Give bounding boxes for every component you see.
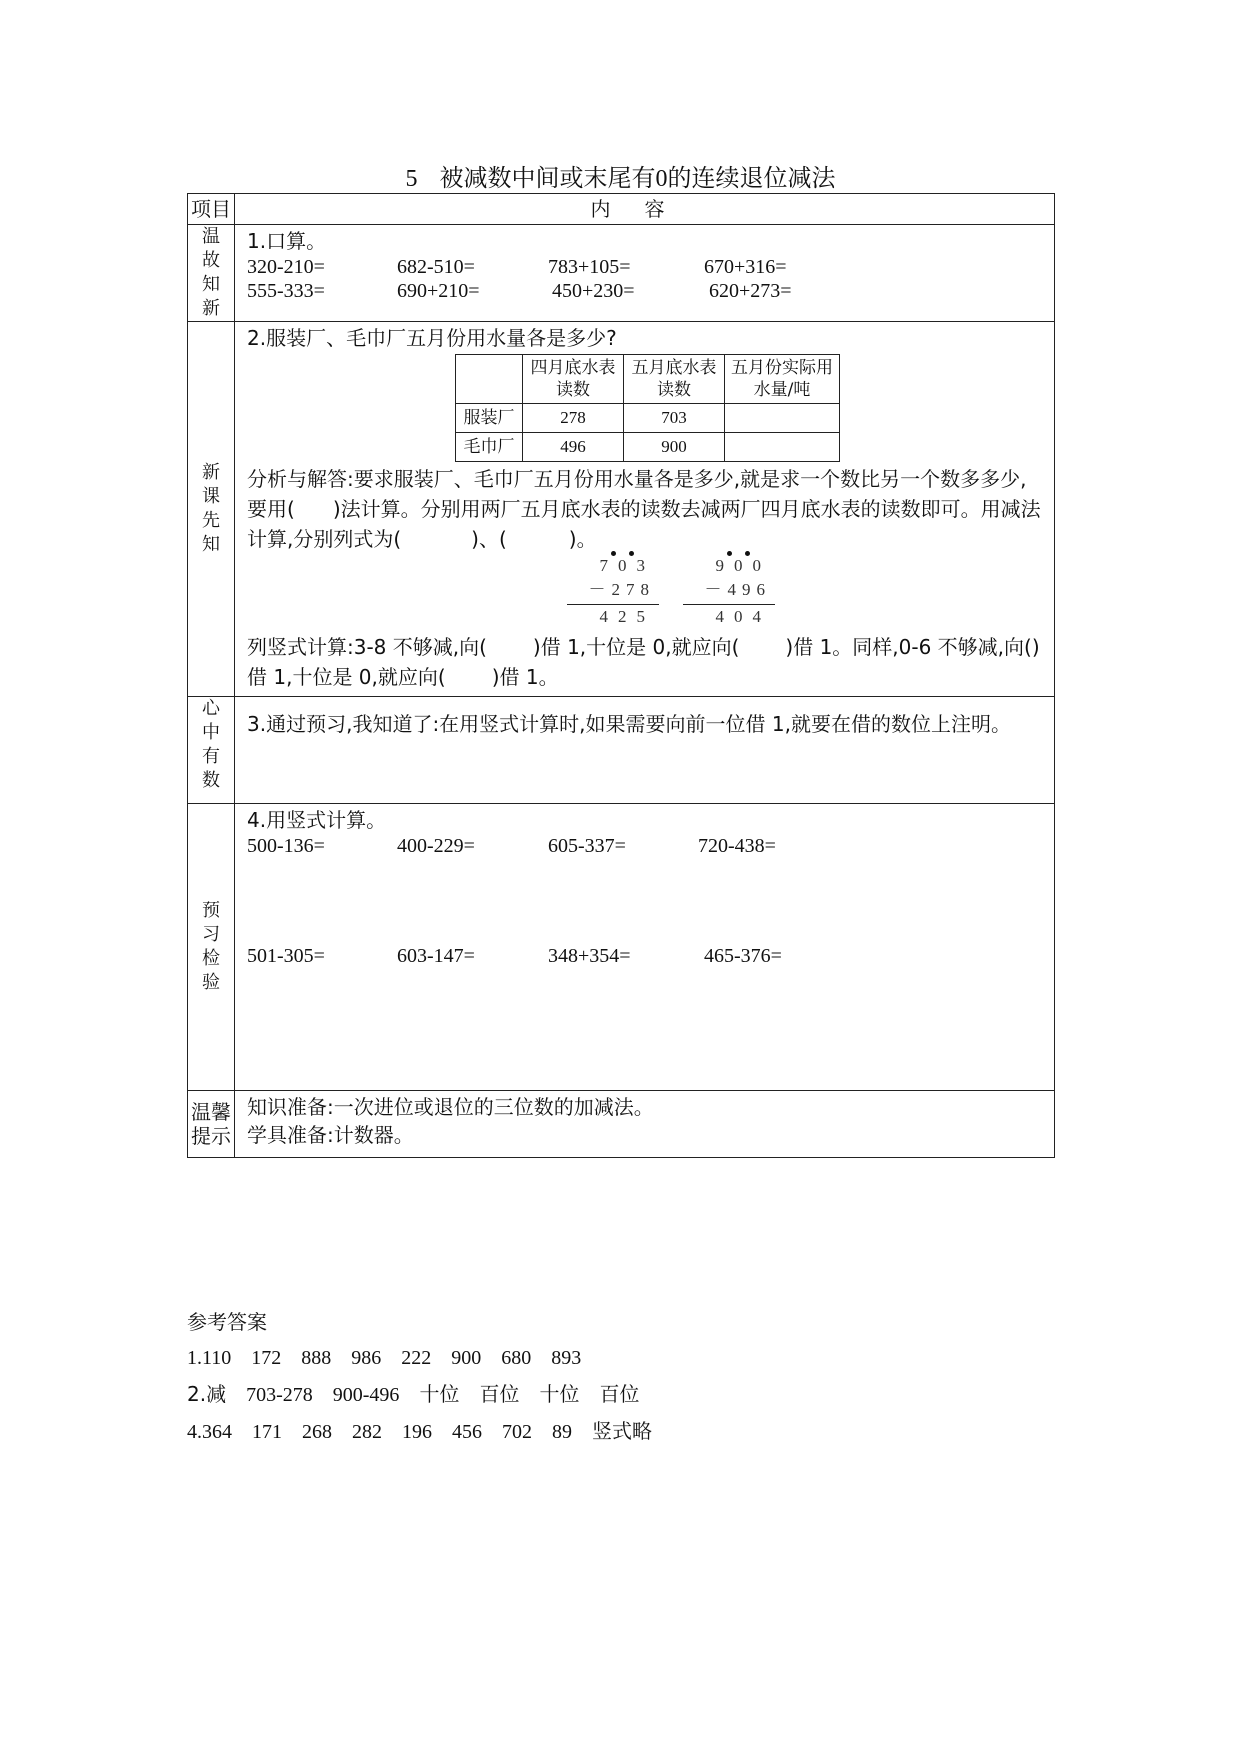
analysis-part: 分析与解答:要求服装厂、毛巾厂五月份用水量各是多少,就是求一个数比另一个数多多少,要用(: [247, 467, 1027, 521]
answer-line-2: [187, 1376, 672, 1413]
answer-item: 222: [401, 1347, 432, 1369]
review-heading: 1.口算。: [247, 229, 327, 253]
review-item: 450+230=: [552, 280, 635, 302]
review-row: [188, 225, 1055, 322]
title-text-a: 被减数中间或末尾有: [439, 164, 656, 192]
calc-minuend: [683, 554, 775, 578]
check-item: 400-229=: [397, 835, 475, 857]
answer-item: 893: [551, 1347, 582, 1369]
table-header-row: [188, 194, 1055, 225]
heart-text: 3.通过预习,我知道了:在用竖式计算时,如果需要向前一位借 1,就要在借的数位上注明。: [235, 697, 1055, 804]
answer-item: 4.364: [187, 1421, 232, 1443]
check-item: 501-305=: [247, 945, 325, 967]
calc-result: 425: [599, 607, 655, 626]
new-lesson-row: [188, 322, 1055, 697]
answer-key: [187, 1304, 672, 1450]
answer-item: 268: [302, 1421, 332, 1443]
calc-subtrahend: －278: [588, 580, 655, 599]
check-item: 348+354=: [548, 945, 631, 967]
check-label: 预习检验: [202, 900, 220, 993]
april-reading: 496: [523, 433, 624, 462]
review-item: 620+273=: [709, 280, 792, 302]
check-item: 500-136=: [247, 835, 325, 857]
borrow-dot: [629, 551, 634, 556]
review-item: 670+316=: [704, 256, 787, 278]
answer-item: 竖式略: [592, 1419, 652, 1443]
answer-item: 89: [552, 1421, 572, 1443]
review-item: 690+210=: [397, 280, 480, 302]
answer-item: 171: [252, 1421, 282, 1443]
check-item: 605-337=: [548, 835, 626, 857]
review-item: 783+105=: [548, 256, 631, 278]
water-header-april: 四月底水表读数: [523, 355, 624, 404]
review-row2: [247, 279, 1044, 303]
water-header-may: 五月底水表读数: [624, 355, 725, 404]
water-usage-table: [455, 354, 840, 462]
answer-item: 702: [502, 1421, 532, 1443]
check-heading: 4.用竖式计算。: [247, 808, 387, 832]
check-row: [188, 804, 1055, 1091]
heart-row: [188, 697, 1055, 804]
analysis-text: [247, 464, 1044, 554]
answer-item: 十位: [419, 1382, 460, 1406]
explain-part: )借 1,十位是 0,就应向(: [247, 635, 1040, 689]
answer-line-3: [187, 1413, 672, 1450]
header-label: 项目: [188, 194, 235, 225]
factory-name: 服装厂: [456, 404, 523, 433]
april-reading: 278: [523, 404, 624, 433]
new-label: 新课先知: [202, 462, 220, 555]
calc-minuend: [567, 554, 659, 578]
check-row1: [247, 834, 1044, 858]
calc-minuend-value: 703: [599, 556, 655, 575]
actual-usage: [725, 433, 840, 462]
borrow-dot: [611, 551, 616, 556]
answer-item: 900: [451, 1347, 482, 1369]
actual-usage: [725, 404, 840, 433]
answer-item: 888: [301, 1347, 332, 1369]
water-header-blank: [456, 355, 523, 404]
answer-line-1: [187, 1340, 672, 1376]
water-header-actual: 五月份实际用水量/吨: [725, 355, 840, 404]
review-label: 温故知新: [202, 226, 220, 319]
tip-line-knowledge: 知识准备:一次进位或退位的三位数的加减法。: [247, 1095, 654, 1119]
water-row-towel: [456, 433, 840, 462]
answer-item: 456: [452, 1421, 482, 1443]
title-text-b: 的连续退位减法: [667, 164, 836, 192]
tip-row: [188, 1091, 1055, 1158]
may-reading: 703: [624, 404, 725, 433]
explain-part: )借 1,十位是 0,就应向(: [532, 635, 740, 659]
new-heading: 2.服装厂、毛巾厂五月份用水量各是多少?: [247, 326, 617, 350]
header-content: 内容: [235, 194, 1055, 225]
calc-result: 404: [715, 607, 771, 626]
vertical-calc-703: [567, 554, 659, 629]
answer-item: 282: [352, 1421, 382, 1443]
title-zero: 0: [655, 166, 668, 192]
calc-subtrahend: －496: [704, 580, 771, 599]
tip-line-tools: 学具准备:计数器。: [247, 1123, 414, 1147]
review-item: 555-333=: [247, 280, 325, 302]
check-content: [235, 804, 1055, 1091]
tip-content: [235, 1091, 1055, 1158]
borrow-dot: [727, 551, 732, 556]
answer-item: 十位: [539, 1382, 580, 1406]
answer-item: 百位: [599, 1382, 640, 1406]
review-item: 682-510=: [397, 256, 475, 278]
answer-item: 172: [251, 1347, 282, 1369]
check-item: 603-147=: [397, 945, 475, 967]
worksheet-table: [187, 193, 1055, 1158]
answer-item: 1.110: [187, 1347, 232, 1369]
check-row2: [247, 944, 1044, 968]
page-title: [0, 158, 1241, 193]
answer-item: 680: [501, 1347, 532, 1369]
water-row-clothing: [456, 404, 840, 433]
answer-item: 900-496: [332, 1384, 400, 1406]
lesson-number: 5: [405, 166, 418, 192]
heart-label: 心中有数: [202, 698, 220, 791]
calc-minuend-value: 900: [715, 556, 771, 575]
tip-label: 温馨提示: [191, 1099, 231, 1148]
answer-item: 2.减: [187, 1382, 227, 1406]
review-item: 320-210=: [247, 256, 325, 278]
factory-name: 毛巾厂: [456, 433, 523, 462]
answer-item: 百位: [479, 1382, 520, 1406]
vertical-explanation: [247, 632, 1044, 692]
analysis-part: )法计算。分别用两厂五月底水表的读数去减两厂四月底水表的读数即可。用减法计算,分别列式为(: [247, 497, 1041, 551]
answer-item: 196: [402, 1421, 432, 1443]
analysis-part: )、(: [471, 527, 507, 551]
review-content: [235, 225, 1055, 322]
analysis-part: )。: [568, 527, 597, 551]
review-row1: [247, 255, 1044, 279]
check-item: 465-376=: [704, 945, 782, 967]
new-content: [235, 322, 1055, 697]
check-item: 720-438=: [698, 835, 776, 857]
answer-item: 703-278: [246, 1384, 313, 1406]
answer-item: 986: [351, 1347, 382, 1369]
water-table-header: [456, 355, 840, 404]
explain-part: )借 1。同样,0-6 不够减,向(: [785, 635, 1032, 659]
vertical-calc-900: [683, 554, 775, 629]
vertical-calculations: [247, 554, 1044, 632]
may-reading: 900: [624, 433, 725, 462]
answer-title: 参考答案: [187, 1310, 267, 1334]
explain-part: 列竖式计算:3-8 不够减,向(: [247, 635, 487, 659]
borrow-dot: [745, 551, 750, 556]
explain-part: )借 1。: [491, 665, 559, 689]
